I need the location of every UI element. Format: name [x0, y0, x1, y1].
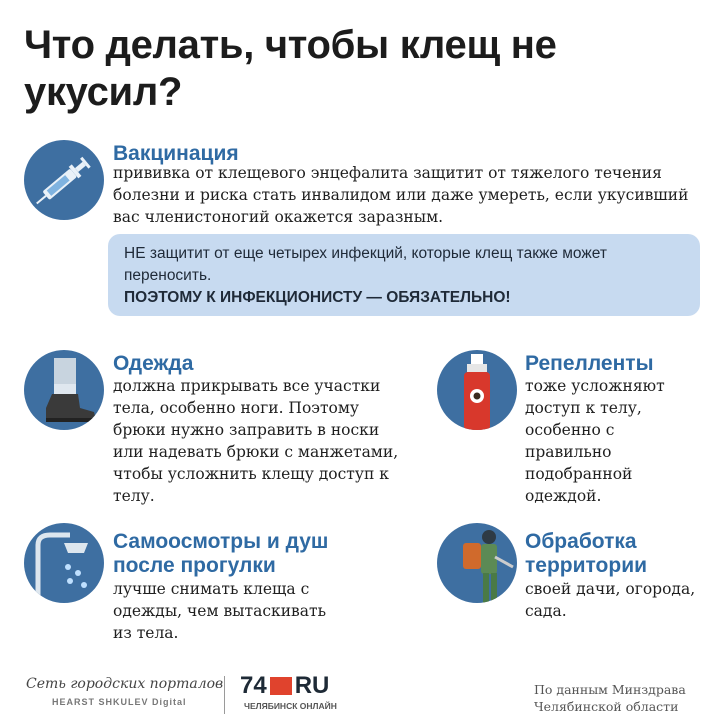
portal-logo-box — [270, 677, 292, 695]
portal-logo — [240, 672, 329, 700]
inspection-heading: Самоосмотры и душ после прогулки — [113, 530, 329, 577]
clothing-heading: Одежда — [113, 352, 194, 375]
network-logo: Сеть городских порталов — [26, 676, 224, 692]
portal-logo-sub: ЧЕЛЯБИНСК ОНЛАЙН — [244, 701, 337, 711]
vaccination-heading: Вакцинация — [113, 142, 239, 165]
notice-strong: ПОЭТОМУ К ИНФЕКЦИОНИСТУ — ОБЯЗАТЕЛЬНО! — [124, 289, 511, 306]
notice-text: НЕ защитит от еще четырех инфекций, которые клещ также может переносить. — [124, 245, 607, 284]
repellents-heading: Репелленты — [525, 352, 654, 375]
boot-icon — [24, 350, 104, 430]
inspection-text: лучше снимать клеща с одежды, чем вытаскивать из тела. — [113, 580, 327, 642]
vaccination-text: прививка от клещевого энцефалита защитит от тяжелого течения болезни и риска стать инвалидом или даже умереть, если укусивший вас членистоногий окажется заразным. — [113, 164, 689, 226]
syringe-icon — [24, 140, 104, 220]
repellents-text: тоже усложняют доступ к телу, особенно с правильно подобранной одеждой. — [525, 377, 665, 505]
treatment-heading: Обработка территории — [525, 530, 648, 577]
page-title: Что делать, чтобы клещ не укусил? — [24, 23, 557, 114]
notice-box — [108, 234, 700, 316]
footer-divider — [224, 676, 225, 714]
source-note: По данным Минздрава Челябинской области — [534, 682, 686, 714]
spray-can-icon — [437, 350, 517, 430]
shower-icon — [24, 523, 104, 603]
portal-logo-left: 74 — [240, 672, 267, 699]
network-logo-sub: HEARST SHKULEV Digital — [52, 697, 187, 707]
treatment-text: своей дачи, огорода, сада. — [525, 580, 696, 620]
sprayer-worker-icon — [437, 523, 517, 603]
portal-logo-right: RU — [294, 672, 330, 699]
clothing-text: должна прикрывать все участки тела, особенно ноги. Поэтому брюки нужно заправить в носки или надевать брюки с манжетами, чтобы усложнить клещу доступ к телу. — [113, 377, 399, 505]
